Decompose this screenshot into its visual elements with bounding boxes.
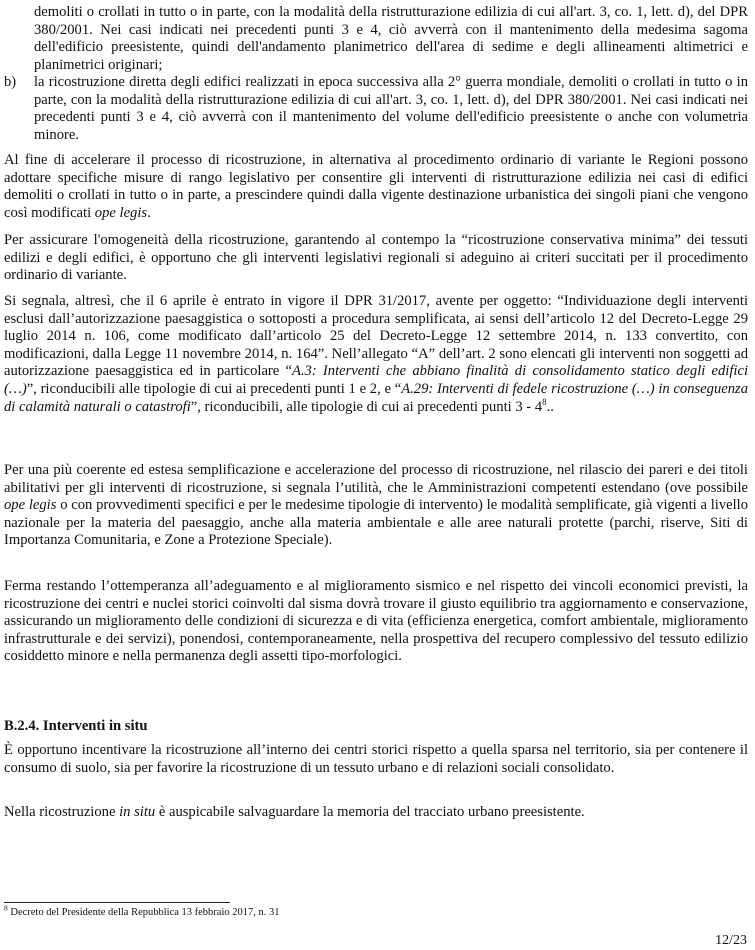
paragraph-regional-measures: Al fine di accelerare il processo di ricostruzione, in alternativa al procedimento ordinario di variante le Regioni possono adottare specifiche misure di rango legislativo per consentire gli interventi di ristrutturazione edilizia nei casi di edifici demoliti o crollati in tutto o in parte, a prescindere quindi dalla vigente destinazione urbanistica dei singoli piani che vengono così modificati ope legis. xyxy=(4,152,748,221)
footnote-number: 8 xyxy=(4,903,8,913)
paragraph-in-situ: Nella ricostruzione in situ è auspicabile salvaguardare la memoria del tracciato urbano preesistente. xyxy=(4,804,585,820)
paragraph-dpr-31-2017: Si segnala, altresì, che il 6 aprile è entrato in vigore il DPR 31/2017, avente per oggetto: “Individuazione degli interventi esclusi dall’autorizzazione paesaggistica o sottoposti a procedura semplificata, ai sensi dell’articolo 12 del Decreto-Legge 29 luglio 2014 n. 106, come modificato dall’articolo 25 del Decreto-Legge 12 settembre 2014, n. 133 convertito, con modificazioni, dalla Legge 11 novembre 2014, n. 164”. Nell’allegato “A” dell’art. 2 sono elencati gli interventi non soggetti ad autorizzazione paesaggistica ed in particolare “A.3: Interventi che abbiano finalità di consolidamento statico degli edifici (…)”, riconducibili alle tipologie di cui ai precedenti punti 1 e 2, e “A.29: Interventi di fedele ricostruzione (…) in conseguenza di calamità naturali o catastrofi”, riconducibili, alle tipologie di cui ai precedenti punti $3 - 4^8$.. xyxy=(4,293,749,415)
footnote-separator xyxy=(4,902,230,903)
paragraph-incentivise: È opportuno incentivare la ricostruzione all’interno dei centri storici rispetto a quella sparsa nel territorio, sia per contenere il consumo di suolo, sia per favorire la ricostruzione di un tessuto urbano e di relazioni sociali consolidato. xyxy=(4,742,748,776)
paragraph-homogeneity: Per assicurare l'omogeneità della ricostruzione, garantendo al contempo la “ricostruzione conservativa minima” dei tessuti edilizi e degli edifici, è opportuno che gli interventi legislativi regionali si adeguino ai criteri succitati per il procedimento ordinario di variante. xyxy=(4,232,748,284)
paragraph-simplification: Per una più coerente ed estesa semplificazione e accelerazione del processo di ricostruzione, nel rilascio dei pareri e dei titoli abilitativi per gli interventi di ricostruzione, si segnala l’utilità, che le Amministrazioni competenti estendano (ove possibile ope legis o con provvedimenti specifici e per le medesime tipologie di intervento) le modalità semplificate, già vigenti a livello nazionale per la materia del paesaggio, anche alla materia ambientale e alle aree naturali protette (parchi, riserve, Siti di Importanza Comunitaria, e Zone a Protezione Speciale). xyxy=(4,462,748,549)
list-item-text: la ricostruzione diretta degli edifici realizzati in epoca successiva alla 2° guerra mondiale, demoliti o crollati in tutto o in parte, con la modalità della ristrutturazione edilizia di cui all'art. 3, co. 1, lett. d), del DPR 380/2001. Nei casi indicati nei precedenti punti 3 e 4, ciò avverrà con il mantenimento del volume dell'edificio preesistente o anche con volumetria minore. xyxy=(34,74,748,143)
paragraph-historic-centres: Ferma restando l’ottemperanza all’adeguamento e al miglioramento sismico e nel rispetto dei vincoli economici previsti, la ricostruzione dei centri e nuclei storici coinvolti dal sisma dovrà trovare il giusto equilibrio tra aggiornamento e conservazione, assicurando un miglioramento delle condizioni di sicurezza e di vita (efficienza energetica, comfort ambientale, miglioramento infrastrutturale e dei servizi), ponendosi, contemporaneamente, nella prospettiva del recupero complessivo del tessuto edilizio cosiddetto minore e nella permanenza degli assetti tipo-morfologici. xyxy=(4,578,748,665)
list-marker: b) xyxy=(4,74,17,90)
list-item-a-continuation: demoliti o crollati in tutto o in parte, con la modalità della ristrutturazione edilizia di cui all'art. 3, co. 1, lett. d), del DPR 380/2001. Nei casi indicati nei precedenti punti 3 e 4, ciò avverrà con il mantenimento della medesima sagoma dell'edificio preesistente, quindi dell'andamento planimetrico dell'area di sedime e degli allineamenti altimetrici e planimetrici originari; xyxy=(34,4,748,73)
list-item-b xyxy=(4,74,748,144)
page-number: 12/23 xyxy=(715,933,747,948)
section-heading: B.2.4. Interventi in situ xyxy=(4,718,148,734)
footnote: $^8$ Decreto del Presidente della Repubblica 13 febbraio 2017, n. 31 xyxy=(4,903,280,918)
footnote-reference[interactable]: 8 xyxy=(542,396,547,407)
